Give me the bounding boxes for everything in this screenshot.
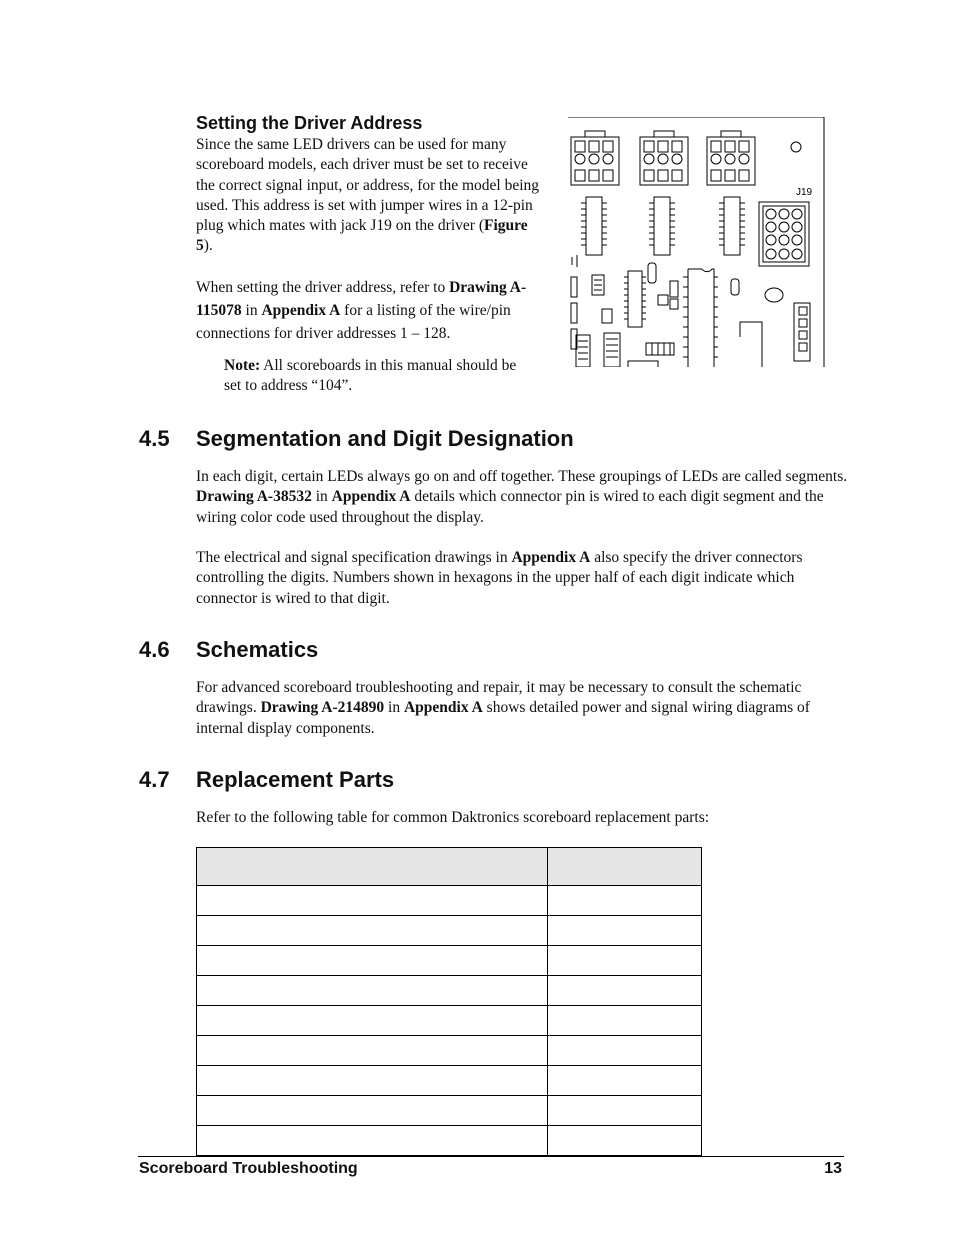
section-heading-4-5	[139, 426, 574, 452]
table-cell	[548, 1096, 702, 1126]
section-title: Schematics	[196, 637, 319, 662]
table-row	[197, 916, 702, 946]
footer-page-number: 13	[824, 1160, 842, 1177]
section-number: 4.7	[139, 767, 170, 792]
section-4-7-paragraph: Refer to the following table for common Daktronics scoreboard replacement parts:	[196, 809, 710, 826]
driver-address-paragraph-1: Since the same LED drivers can be used for many scoreboard models, each driver must be set to receive the correct signal input, or address, for the model being used. This address is set with jumper wires in a 12-pin plug which mates with jack J19 on the driver (Figure 5).	[196, 136, 540, 255]
table-cell	[197, 1036, 548, 1066]
table-header-cell	[197, 848, 548, 886]
table-cell	[548, 1126, 702, 1156]
table-row	[197, 1036, 702, 1066]
table-row	[197, 1066, 702, 1096]
table-cell	[548, 946, 702, 976]
table-cell	[197, 946, 548, 976]
table-header-cell	[548, 848, 702, 886]
table-cell	[197, 886, 548, 916]
section-title: Segmentation and Digit Designation	[196, 426, 574, 451]
driver-address-paragraph-2: When setting the driver address, refer to Drawing A-115078 in Appendix A for a listing of the wire/pin connections for driver addresses 1 – 128.	[196, 279, 527, 342]
table-cell	[548, 1036, 702, 1066]
ic-5	[683, 269, 718, 367]
table-row	[197, 1126, 702, 1156]
connector-2	[640, 131, 688, 185]
table-cell	[548, 1066, 702, 1096]
table-cell	[548, 916, 702, 946]
side-connector	[794, 303, 810, 361]
section-number: 4.5	[139, 426, 170, 451]
connector-1	[571, 131, 619, 185]
ic-3	[719, 197, 745, 255]
note-paragraph: Note: All scoreboards in this manual should be set to address “104”.	[224, 357, 517, 395]
table-row	[197, 1096, 702, 1126]
ic-2	[649, 197, 675, 255]
footer-rule	[138, 1156, 844, 1157]
table-cell	[197, 976, 548, 1006]
table-row	[197, 946, 702, 976]
table-cell	[197, 1126, 548, 1156]
ic-1	[581, 197, 607, 255]
table-row	[197, 976, 702, 1006]
table-row	[197, 886, 702, 916]
connector-3	[707, 131, 755, 185]
footer-document-title: Scoreboard Troubleshooting	[139, 1160, 358, 1177]
section-4-6-paragraph: For advanced scoreboard troubleshooting and repair, it may be necessary to consult the schematic drawings. Drawing A-214890 in Appendix A shows detailed power and signal wiring diagrams of internal display components.	[196, 679, 810, 737]
section-heading-4-6	[139, 637, 318, 663]
table-cell	[197, 1096, 548, 1126]
j19-connector	[759, 202, 809, 266]
section-4-5-paragraph-1: In each digit, certain LEDs always go on and off together. These groupings of LEDs are called segments. Drawing A-38532 in Appendix A details which connector pin is wired to each digit segment and the wiring color code used throughout the display.	[196, 468, 848, 526]
replacement-parts-table	[196, 847, 702, 1156]
j19-label: J19	[796, 187, 813, 198]
section-title: Replacement Parts	[196, 767, 395, 792]
table-row	[197, 1006, 702, 1036]
table-cell	[197, 916, 548, 946]
table-header-row	[197, 848, 702, 886]
section-heading-4-7	[139, 767, 394, 793]
section-number: 4.6	[139, 637, 170, 662]
table-cell	[548, 886, 702, 916]
table-cell	[197, 1006, 548, 1036]
driver-board-figure	[566, 117, 826, 367]
table-cell	[548, 1006, 702, 1036]
section-4-5-paragraph-2: The electrical and signal specification drawings in Appendix A also specify the driver connectors controlling the digits. Numbers shown in hexagons in the upper half of each digit indicate which connector is wired to that digit.	[196, 549, 803, 607]
table-cell	[548, 976, 702, 1006]
subheading-driver-address: Setting the Driver Address	[196, 113, 423, 133]
ic-4	[624, 271, 646, 327]
table-cell	[197, 1066, 548, 1096]
